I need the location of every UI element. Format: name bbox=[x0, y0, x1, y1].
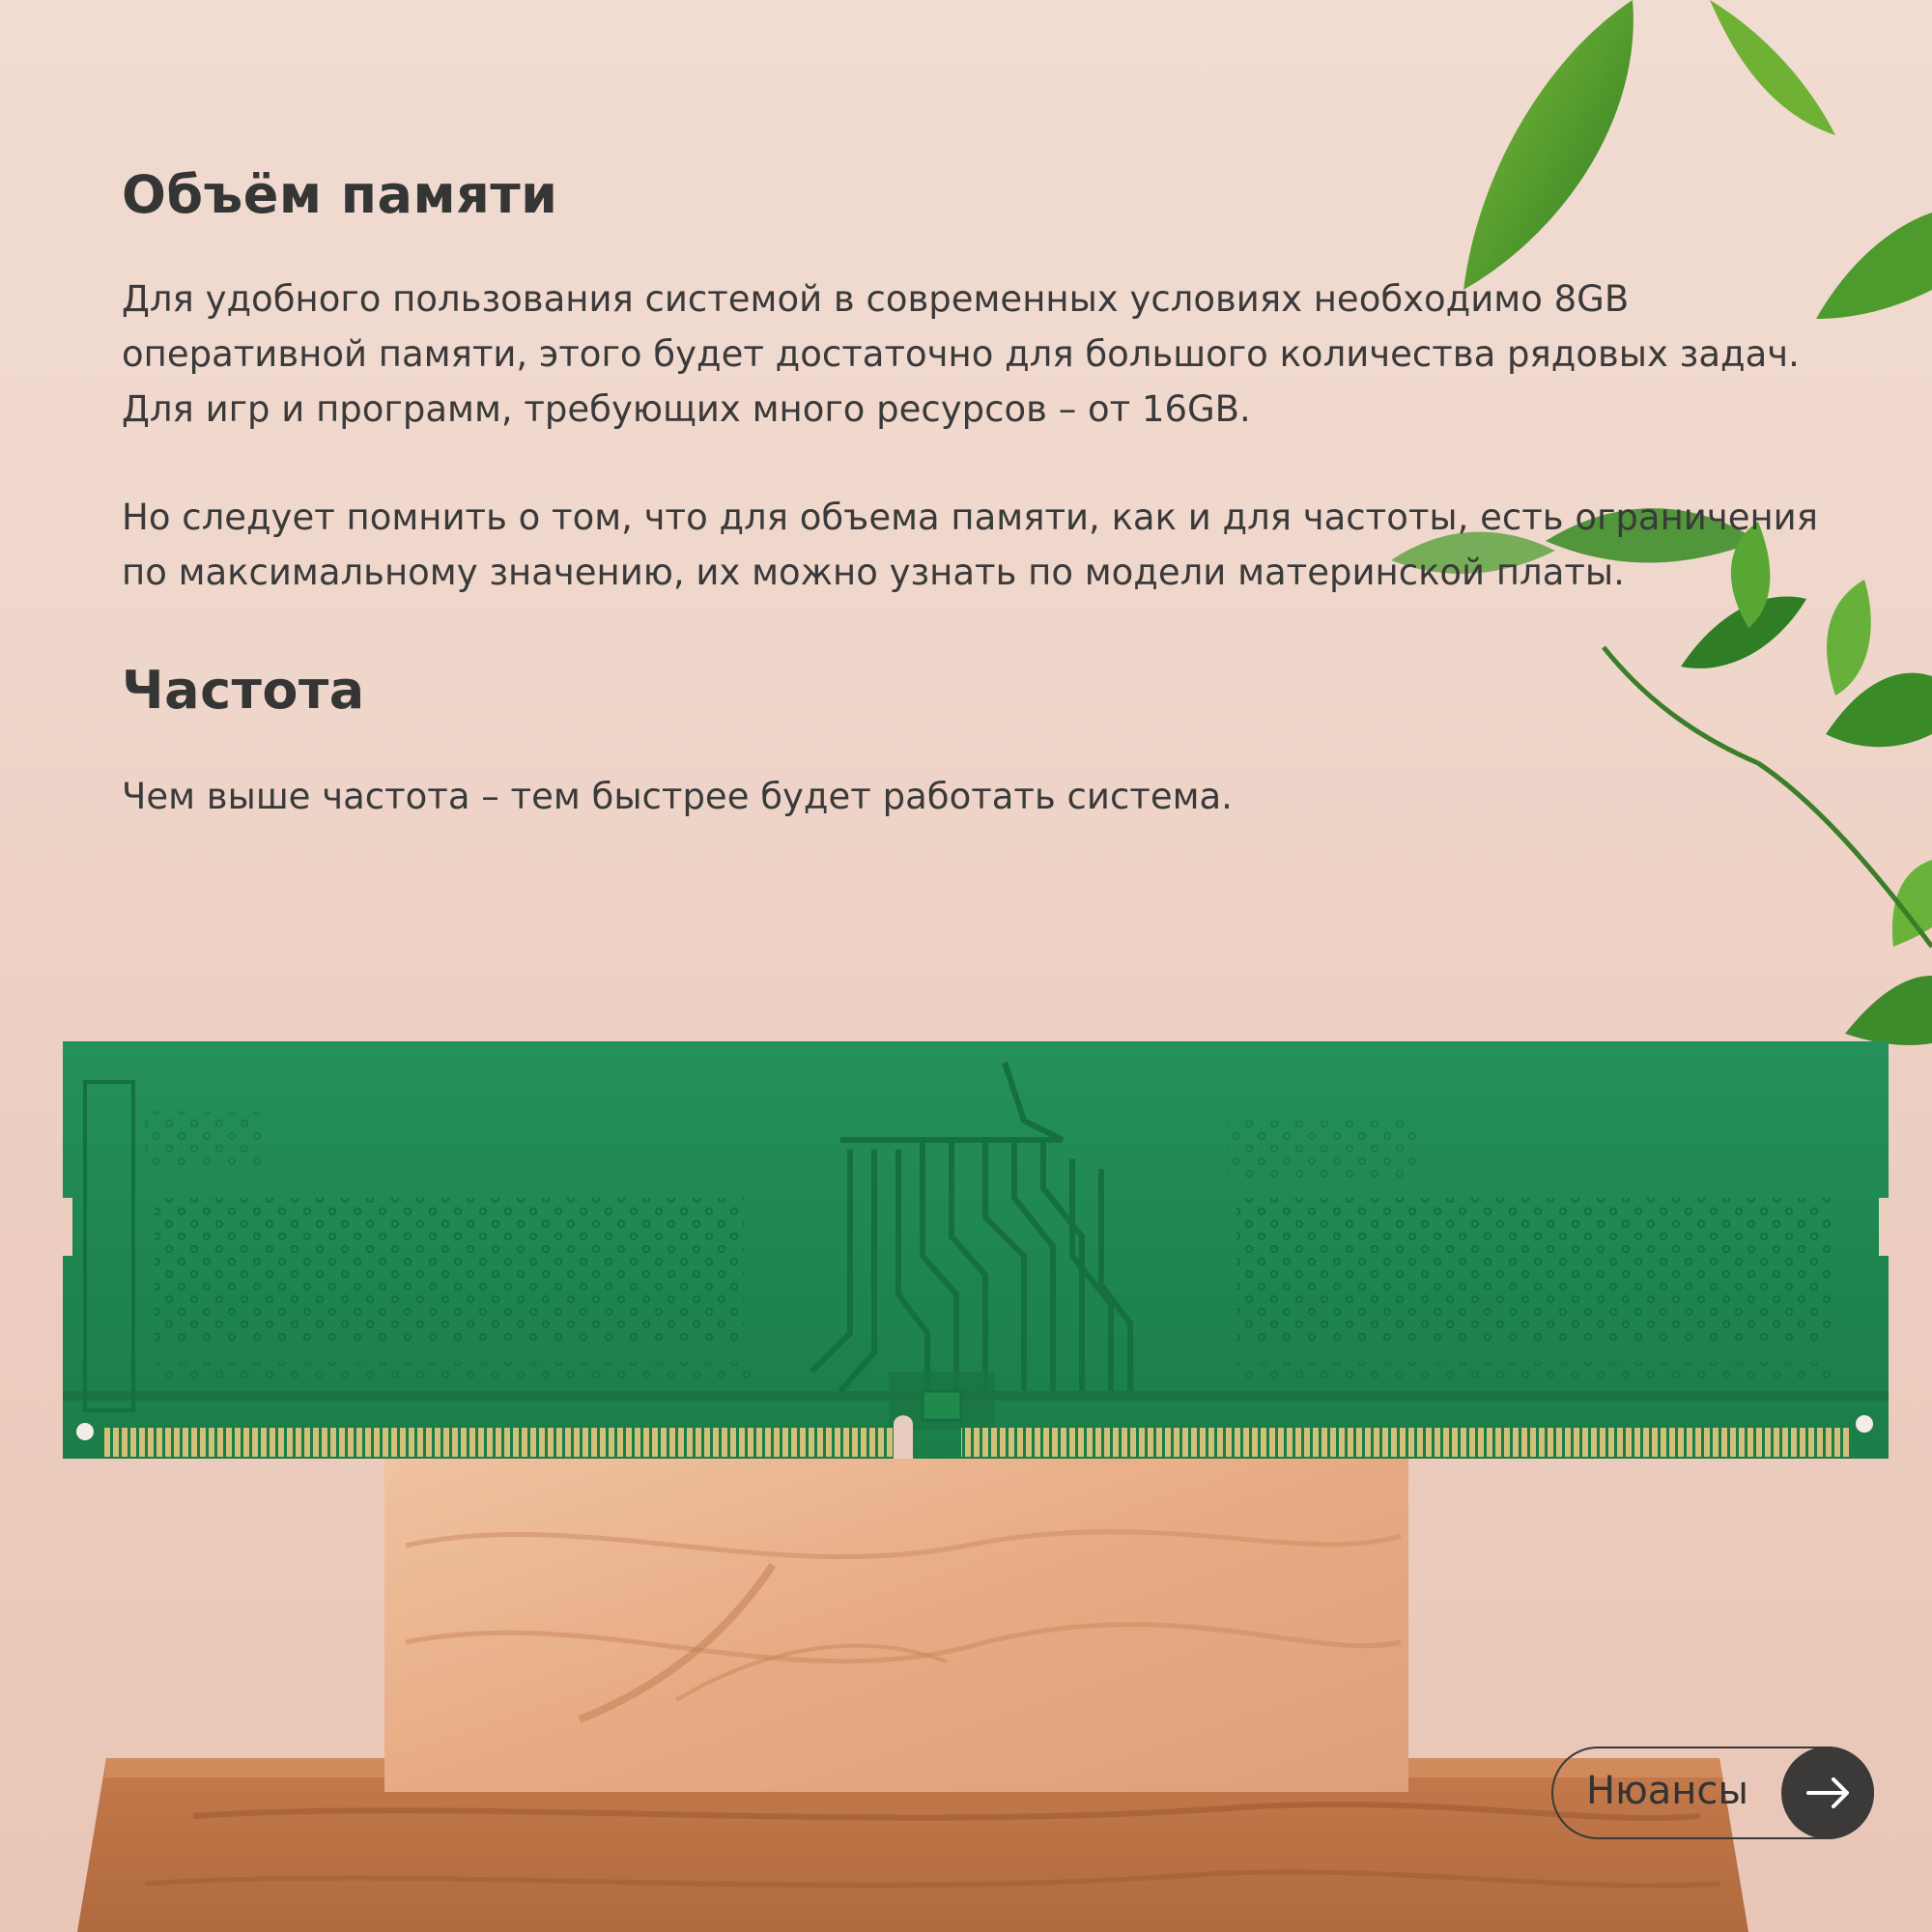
section-title-memory: Объём памяти bbox=[122, 164, 558, 225]
section-title-frequency: Частота bbox=[122, 660, 365, 721]
paragraph-memory-recommendation: Для удобного пользования системой в современных условиях необходимо 8GB оперативной памяти, этого будет достаточно для большого количества рядовых задач. Для игр и программ, требующих много ресурсов – от 16GB. bbox=[122, 278, 1800, 430]
article-content bbox=[122, 155, 1841, 824]
next-slide-button[interactable] bbox=[1551, 1747, 1874, 1839]
paragraph-memory-limits: Но следует помнить о том, что для объема памяти, как и для частоты, есть ограничения по максимальному значению, их можно узнать по модели материнской платы. bbox=[122, 497, 1818, 593]
next-slide-label: Нюансы bbox=[1586, 1769, 1748, 1813]
paragraph-frequency: Чем выше частота – тем быстрее будет работать система. bbox=[122, 776, 1233, 817]
wood-block-top bbox=[384, 1449, 1408, 1792]
ram-module bbox=[63, 1041, 1889, 1459]
arrow-right-icon bbox=[1781, 1747, 1874, 1839]
